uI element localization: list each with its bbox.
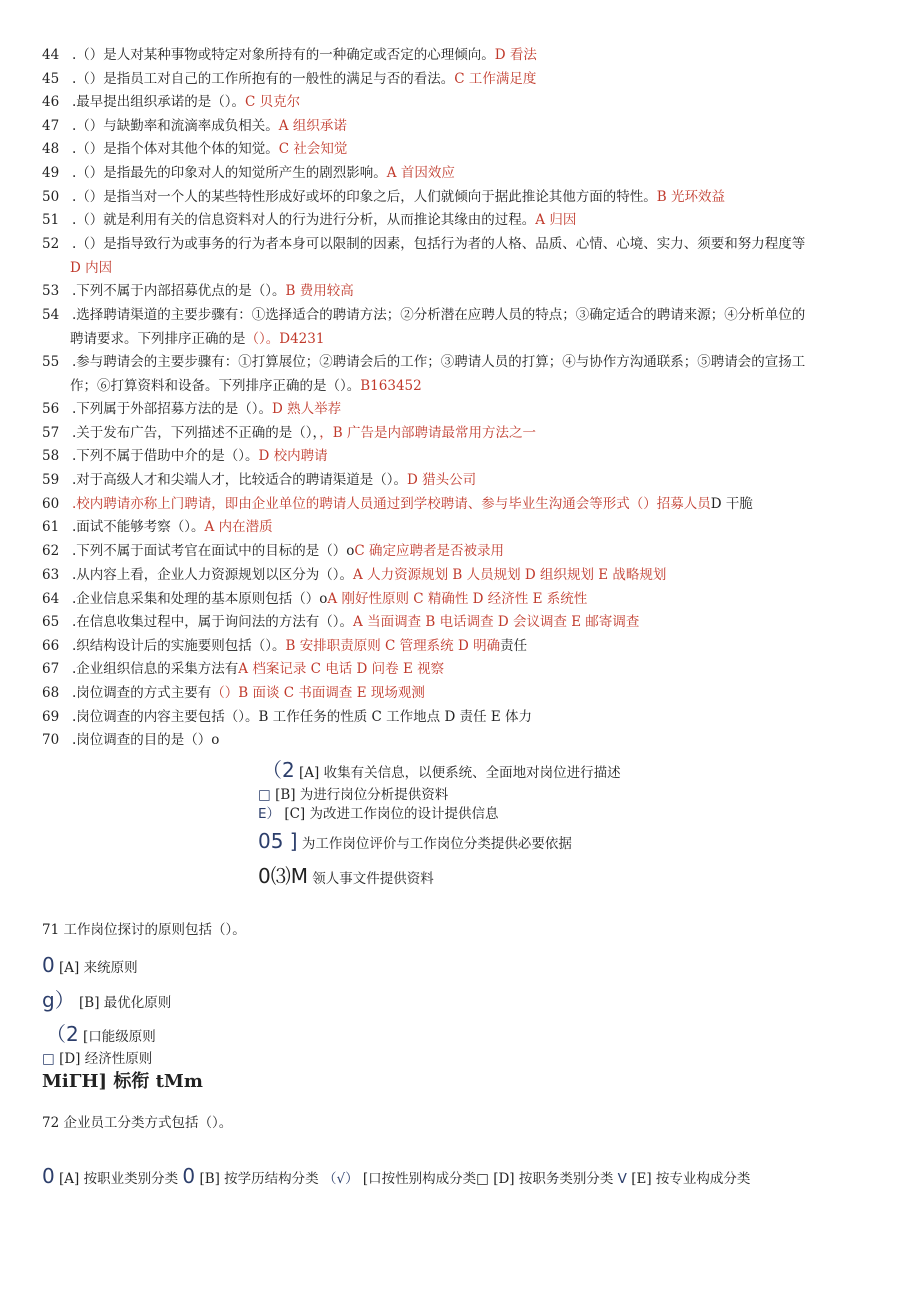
q71-question	[42, 920, 246, 940]
answer-text: B 费用较高	[285, 283, 354, 299]
question-number: 55	[42, 354, 60, 370]
question-text: .岗位调查的目的是（）o	[72, 732, 220, 748]
answer-text: A 档案记录 C 电话 D 问卷 E 视察	[238, 661, 445, 677]
question-text: 72 企业员工分类方式包括（）。	[42, 1115, 233, 1131]
answer-tail: 责任	[500, 638, 528, 654]
answer-text: D 看法	[494, 47, 537, 63]
question-line	[42, 637, 527, 655]
answer-tail: D 干脆	[710, 496, 753, 512]
question-number: 62	[42, 543, 60, 559]
answer-text: A 人力资源规划 B 人员规划 D 组织规划 E 战略规划	[353, 567, 667, 583]
q72-options	[42, 1166, 750, 1189]
answer-text: .校内聘请亦称上门聘请，即由企业单位的聘请人员通过到学校聘请、参与毕业生沟通会等形式（）招募人员	[72, 496, 711, 512]
q71-option-e	[42, 1072, 203, 1093]
option-text: 领人事文件提供资料	[312, 871, 434, 887]
q70-option-c	[258, 804, 498, 824]
question-line	[42, 424, 536, 442]
option-marker: 0	[42, 953, 55, 977]
question-number: 44	[42, 47, 60, 63]
question-number: 45	[42, 71, 60, 87]
question-number: 70	[42, 732, 60, 748]
answer-text: C 确定应聘者是否被录用	[354, 543, 505, 559]
question-text: .岗位调查的内容主要包括（）。B 工作任务的性质 C 工作地点 D 责任 E 体力	[72, 709, 533, 725]
option-marker: （2	[262, 758, 295, 782]
question-text: .（）是指当对一个人的某些特性形成好或坏的印象之后，人们就倾向于据此推论其他方面的特性。	[72, 189, 657, 205]
option-marker: 0	[182, 1164, 196, 1188]
option-text: [A] 按职业类别分类	[59, 1171, 179, 1187]
question-text: .关于发布广告，下列描述不正确的是（），	[72, 425, 320, 441]
question-line	[42, 306, 805, 324]
q70-option-d	[258, 831, 572, 854]
question-text: .织结构设计后的实施要则包括（）。	[72, 638, 286, 654]
answer-text: （）。D4231	[245, 331, 325, 347]
question-line	[42, 566, 666, 584]
option-text: [B] 按学历结构分类	[199, 1171, 319, 1187]
question-line	[42, 471, 476, 489]
question-text: .在信息收集过程中，属于询问法的方法有（）。	[72, 614, 354, 630]
answer-text: （）B 面谈 C 书面调查 E 现场观测	[211, 685, 425, 701]
question-number: 54	[42, 307, 60, 323]
question-text: .企业信息采集和处理的基本原则包括（）o	[72, 591, 328, 607]
q71-option-a	[42, 955, 138, 978]
question-line	[42, 660, 444, 678]
option-text: [D] 经济性原则	[59, 1051, 153, 1067]
option-text: [B] 最优化原则	[79, 995, 172, 1011]
option-marker: g）	[42, 988, 75, 1012]
q52-answer	[70, 259, 112, 277]
q70-option-b	[258, 785, 448, 805]
question-text: .（）就是利用有关的信息资料对人的行为进行分析，从而推论其缘由的过程。	[72, 212, 536, 228]
q72-question	[42, 1113, 232, 1133]
question-line	[42, 518, 273, 536]
option-marker: 05 ]	[258, 829, 298, 853]
question-line	[42, 164, 455, 182]
question-text: .下列不属于面试考官在面试中的目标的是（）o	[72, 543, 355, 559]
question-text: .选择聘请渠道的主要步骤有：①选择适合的聘请方法；②分析潜在应聘人员的特点；③确定适合的聘请来源；④分析单位的	[72, 307, 806, 323]
question-text: .企业组织信息的采集方法有	[72, 661, 239, 677]
question-line	[42, 495, 753, 513]
answer-text: C 工作满足度	[454, 71, 537, 87]
question-text: .（）是指最先的印象对人的知觉所产生的剧烈影响。	[72, 165, 387, 181]
answer-text: A 组织承诺	[278, 118, 347, 134]
q71-option-b	[42, 990, 171, 1013]
q70-option-e	[258, 866, 434, 889]
question-text: .（）是指导致行为或事务的行为者本身可以限制的因素，包括行为者的人格、品质、心情、心境、实力、须要和努力程度等	[72, 236, 806, 252]
question-number: 68	[42, 685, 60, 701]
option-text: [口能级原则	[83, 1029, 156, 1045]
answer-text: A 当面调查 B 电话调查 D 会议调查 E 邮寄调查	[353, 614, 640, 630]
question-number: 56	[42, 401, 60, 417]
question-text: 71 工作岗位探讨的原则包括（）。	[42, 922, 246, 938]
question-number: 65	[42, 614, 60, 630]
answer-text: A 归因	[535, 212, 577, 228]
question-number: 58	[42, 448, 60, 464]
question-text: .（）与缺勤率和流滴率成负相关。	[72, 118, 279, 134]
q55-continuation	[70, 377, 422, 395]
question-line	[42, 140, 347, 158]
question-text: .下列属于外部招募方法的是（）。	[72, 401, 273, 417]
option-text: [A] 来统原则	[59, 960, 138, 976]
question-line	[42, 731, 219, 749]
question-text: .最早提出组织承诺的是（）。	[72, 94, 246, 110]
question-line	[42, 188, 725, 206]
option-marker: 0⑶M	[258, 864, 308, 888]
question-text: .（）是指员工对自己的工作所抱有的一般性的满足与否的看法。	[72, 71, 455, 87]
question-line	[42, 542, 504, 560]
question-number: 60	[42, 496, 60, 512]
question-text: .岗位调查的方式主要有	[72, 685, 212, 701]
question-text: .参与聘请会的主要步骤有：①打算展位；②聘请会后的工作；③聘请人员的打算；④与协作方沟通联系；⑤聘请会的宣扬工	[72, 354, 806, 370]
question-line	[42, 282, 354, 300]
option-text: [D] 按职务类别分类	[493, 1171, 614, 1187]
option-marker: （2	[46, 1022, 79, 1046]
q71-option-c	[46, 1024, 156, 1047]
question-number: 48	[42, 141, 60, 157]
option-text: 为工作岗位评价与工作岗位分类提供必要依据	[301, 836, 572, 852]
option-text: [A] 收集有关信息，以便系统、全面地对岗位进行描述	[299, 765, 621, 781]
question-line	[42, 708, 532, 726]
q71-option-d	[42, 1049, 152, 1069]
answer-text: D 猎头公司	[407, 472, 477, 488]
question-number: 63	[42, 567, 60, 583]
question-text: .面试不能够考察（）。	[72, 519, 205, 535]
question-number: 57	[42, 425, 60, 441]
answer-text: A 内在潜质	[204, 519, 273, 535]
question-line	[42, 353, 805, 371]
question-text: .下列不属于内部招募优点的是（）。	[72, 283, 286, 299]
question-line	[42, 684, 425, 702]
question-number: 47	[42, 118, 60, 134]
answer-text: D 熟人举荐	[272, 401, 342, 417]
question-line	[42, 70, 536, 88]
option-text: [口按性别构成分类□	[362, 1171, 489, 1187]
question-text: .（）是人对某种事物或特定对象所持有的一种确定或否定的心理倾向。	[72, 47, 495, 63]
question-line	[42, 46, 537, 64]
answer-text: C 社会知觉	[278, 141, 348, 157]
question-text: 作；⑥打算资料和设备。下列排序正确的是（）。	[70, 378, 361, 394]
answer-text: D 内因	[70, 260, 113, 276]
question-text: .（）是指个体对其他个体的知觉。	[72, 141, 279, 157]
question-text: .下列不属于借助中介的是（）。	[72, 448, 259, 464]
question-number: 67	[42, 661, 60, 677]
answer-text: C 贝克尔	[245, 94, 301, 110]
answer-text: D 校内聘请	[258, 448, 328, 464]
answer-text: B 安排职责原则 C 管理系统 D 明确	[285, 638, 501, 654]
question-line	[42, 235, 805, 253]
question-number: 49	[42, 165, 60, 181]
checkbox-icon: □	[42, 1051, 55, 1067]
q70-option-a	[262, 760, 621, 783]
question-number: 46	[42, 94, 60, 110]
answer-text: A 首因效应	[386, 165, 455, 181]
answer-text: B163452	[360, 378, 422, 394]
question-text: 聘请要求。下列排序正确的是	[70, 331, 246, 347]
question-text: .从内容上看，企业人力资源规划以区分为（）。	[72, 567, 354, 583]
question-line	[42, 93, 300, 111]
checkbox-icon: □	[258, 787, 271, 803]
question-number: 53	[42, 283, 60, 299]
question-line	[42, 400, 341, 418]
question-number: 50	[42, 189, 60, 205]
option-marker: E）	[258, 806, 281, 822]
option-text: MiΓH] 标衔 tMm	[42, 1071, 203, 1092]
question-line	[42, 447, 328, 465]
option-marker: V	[617, 1171, 627, 1187]
question-text: .对于高级人才和尖端人才，比较适合的聘请渠道是（）。	[72, 472, 408, 488]
answer-text: A 刚好性原则 C 精确性 D 经济性 E 系统性	[327, 591, 588, 607]
option-marker: 0	[42, 1164, 55, 1188]
question-number: 51	[42, 212, 60, 228]
option-text: [C] 为改进工作岗位的设计提供信息	[284, 806, 499, 822]
question-line	[42, 211, 576, 229]
question-number: 64	[42, 591, 60, 607]
question-line	[42, 613, 639, 631]
answer-text: ，B 广告是内部聘请最常用方法之一	[319, 425, 537, 441]
question-number: 61	[42, 519, 60, 535]
question-line	[42, 117, 347, 135]
option-text: [B] 为进行岗位分析提供资料	[275, 787, 449, 803]
question-number: 69	[42, 709, 60, 725]
question-number: 52	[42, 236, 60, 252]
question-number: 66	[42, 638, 60, 654]
option-text: [E] 按专业构成分类	[631, 1171, 751, 1187]
question-line	[42, 590, 587, 608]
answer-text: B 光环效益	[656, 189, 726, 205]
check-icon: （√）	[322, 1171, 359, 1187]
q54-continuation	[70, 330, 324, 348]
question-number: 59	[42, 472, 60, 488]
